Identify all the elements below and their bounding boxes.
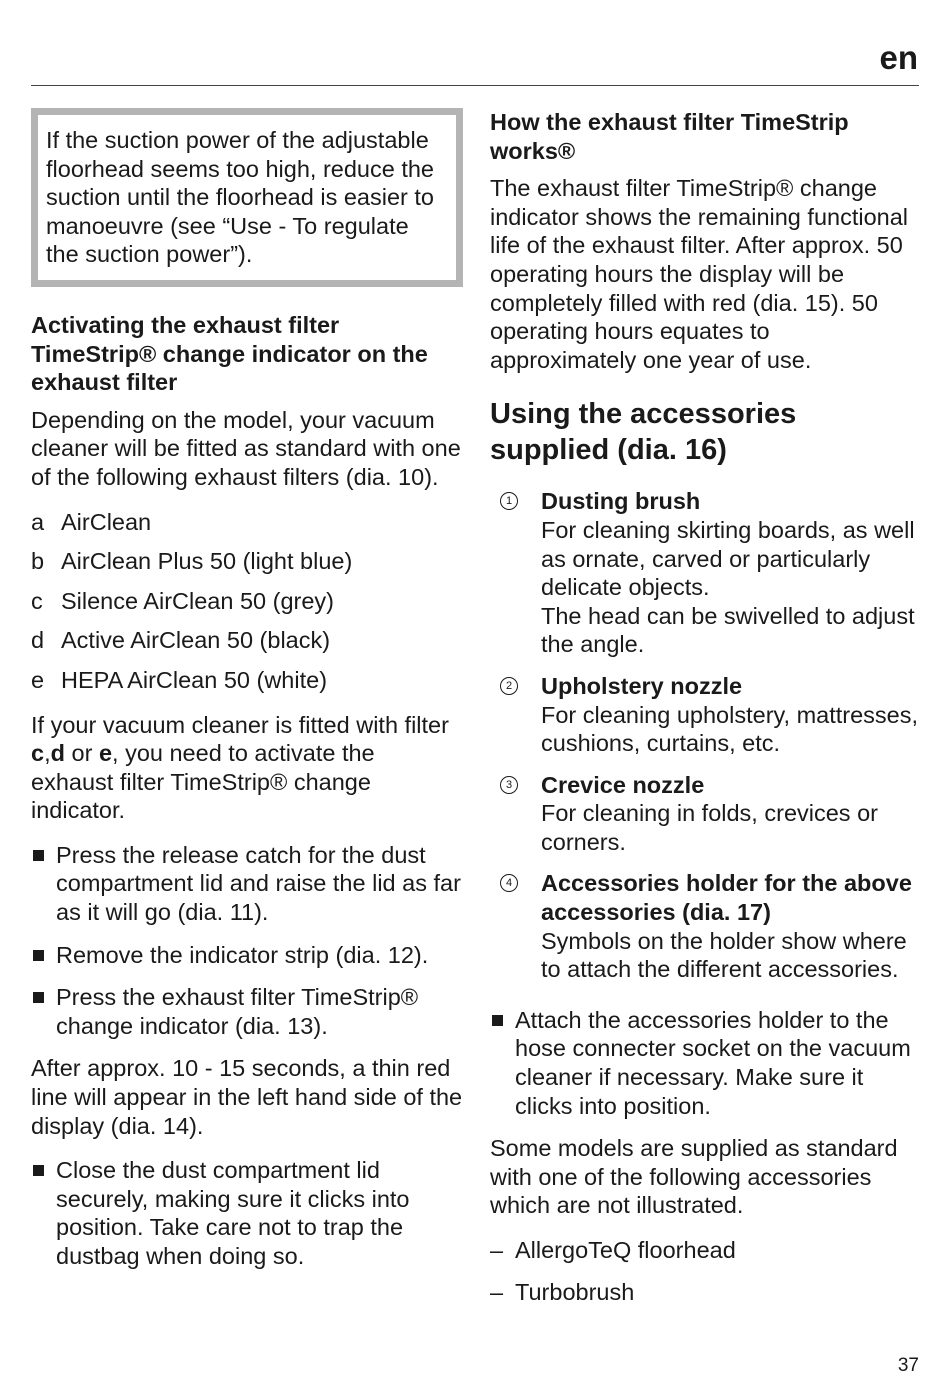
bullet-square-icon <box>33 992 44 1003</box>
list-text: Active AirClean 50 (black) <box>61 627 331 654</box>
list-item <box>31 666 463 695</box>
circled-number-icon: 1 <box>500 492 518 510</box>
bullet-square-icon <box>33 1165 44 1176</box>
accessory-desc: For cleaning in folds, crevices or corners. <box>541 800 878 855</box>
step-item <box>31 983 463 1040</box>
accessory-title: Upholstery nozzle <box>541 672 743 699</box>
list-text: AirClean <box>61 508 152 535</box>
intro-text: Depending on the model, your vacuum cleaner will be fitted as standard with one of the following exhaust filters (dia. 10). <box>31 406 461 490</box>
accessory-title: Crevice nozzle <box>541 771 705 798</box>
step-text: Press the release catch for the dust compartment lid and raise the lid as far as it will go (dia. 11). <box>56 841 461 926</box>
step-text: Close the dust compartment lid securely, making sure it clicks into position. Take care not to trap the dustbag when doing so. <box>56 1157 410 1269</box>
list-text: Silence AirClean 50 (grey) <box>61 587 334 614</box>
circled-number-icon: 2 <box>500 677 518 695</box>
page-number: 37 <box>897 1355 919 1376</box>
list-letter: e <box>31 666 45 693</box>
condition-part: , you need to activate the exhaust filter TimeStrip® change indicator. <box>31 740 375 824</box>
section-heading-activating: Activating the exhaust filter TimeStrip® change indicator on the exhaust filter <box>31 311 428 396</box>
step-item <box>490 1006 922 1120</box>
right-column <box>490 108 922 1319</box>
bullet-square-icon <box>492 1015 503 1026</box>
condition-part: , <box>44 740 51 767</box>
accessory-item <box>490 771 922 857</box>
circled-number-icon: 3 <box>500 776 518 794</box>
after-text: After approx. 10 - 15 seconds, a thin red line will appear in the left hand side of the display (dia. 14). <box>31 1055 463 1139</box>
dash-icon: – <box>490 1237 504 1263</box>
list-item <box>31 547 463 576</box>
list-text: HEPA AirClean 50 (white) <box>61 666 328 693</box>
list-item <box>490 1236 922 1265</box>
step-item <box>31 1156 463 1270</box>
accessory-item <box>490 672 922 758</box>
accessory-desc-2: The head can be swivelled to adjust the angle. <box>541 602 915 658</box>
accessory-title: Dusting brush <box>541 488 701 515</box>
step-text: Attach the accessories holder to the hose connecter socket on the vacuum cleaner if necessary. Make sure it clicks into position. <box>515 1006 911 1119</box>
header-rule <box>31 85 919 86</box>
step-item <box>31 841 463 927</box>
filter-letter-d: d <box>50 740 65 767</box>
step-text: Press the exhaust filter TimeStrip® change indicator (dia. 13). <box>56 984 419 1039</box>
accessory-desc: Symbols on the holder show where to attach the different accessories. <box>541 927 907 983</box>
accessory-desc: For cleaning skirting boards, as well as ornate, carved or particularly delicate objects. <box>541 516 915 601</box>
filter-letter-e: e <box>98 740 113 767</box>
step-item <box>31 941 463 970</box>
bullet-square-icon <box>33 850 44 861</box>
filter-list <box>31 508 463 695</box>
bullet-square-icon <box>33 950 44 961</box>
circled-number-icon: 4 <box>500 874 518 892</box>
note-box <box>31 108 463 287</box>
list-letter: a <box>31 508 45 535</box>
timestrip-text: The exhaust filter TimeStrip® change indicator shows the remaining functional life of the exhaust filter. After approx. 50 operating hours the display will be completely filled with red (dia. 15). 50 operating hours equates to approximately one year of use. <box>490 175 909 373</box>
list-item <box>31 626 463 655</box>
condition-part: If your vacuum cleaner is fitted with filter <box>31 711 449 738</box>
list-letter: c <box>31 587 43 614</box>
extra-accessory: Turbobrush <box>515 1278 635 1305</box>
list-item <box>490 1278 922 1307</box>
accessory-title: Accessories holder for the above accessories (dia. 17) <box>541 870 912 926</box>
extra-accessory: AllergoTeQ floorhead <box>515 1237 736 1263</box>
section-heading-timestrip: How the exhaust filter TimeStrip works® <box>490 109 849 164</box>
note-text: If the suction power of the adjustable floorhead seems too high, reduce the suction until the floorhead is easier to manoeuvre (see “Use - To regulate the suction power”). <box>46 127 435 268</box>
filter-letter-c: c <box>31 740 45 767</box>
list-item <box>31 508 463 537</box>
list-text: AirClean Plus 50 (light blue) <box>61 548 353 575</box>
models-text: Some models are supplied as standard with one of the following accessories which are not illustrated. <box>490 1135 898 1219</box>
accessory-desc: For cleaning upholstery, mattresses, cushions, curtains, etc. <box>541 701 919 757</box>
step-text: Remove the indicator strip (dia. 12). <box>56 941 429 968</box>
section-title-accessories: Using the accessories supplied (dia. 16) <box>490 398 797 467</box>
language-code: en <box>879 39 918 76</box>
list-letter: d <box>31 627 45 654</box>
list-item <box>31 587 463 616</box>
accessory-item <box>490 487 922 659</box>
accessory-item <box>490 869 922 983</box>
dash-icon: – <box>490 1278 504 1305</box>
left-column <box>31 108 463 1285</box>
condition-part: or <box>64 740 99 767</box>
list-letter: b <box>31 548 45 575</box>
condition-text <box>31 711 463 825</box>
